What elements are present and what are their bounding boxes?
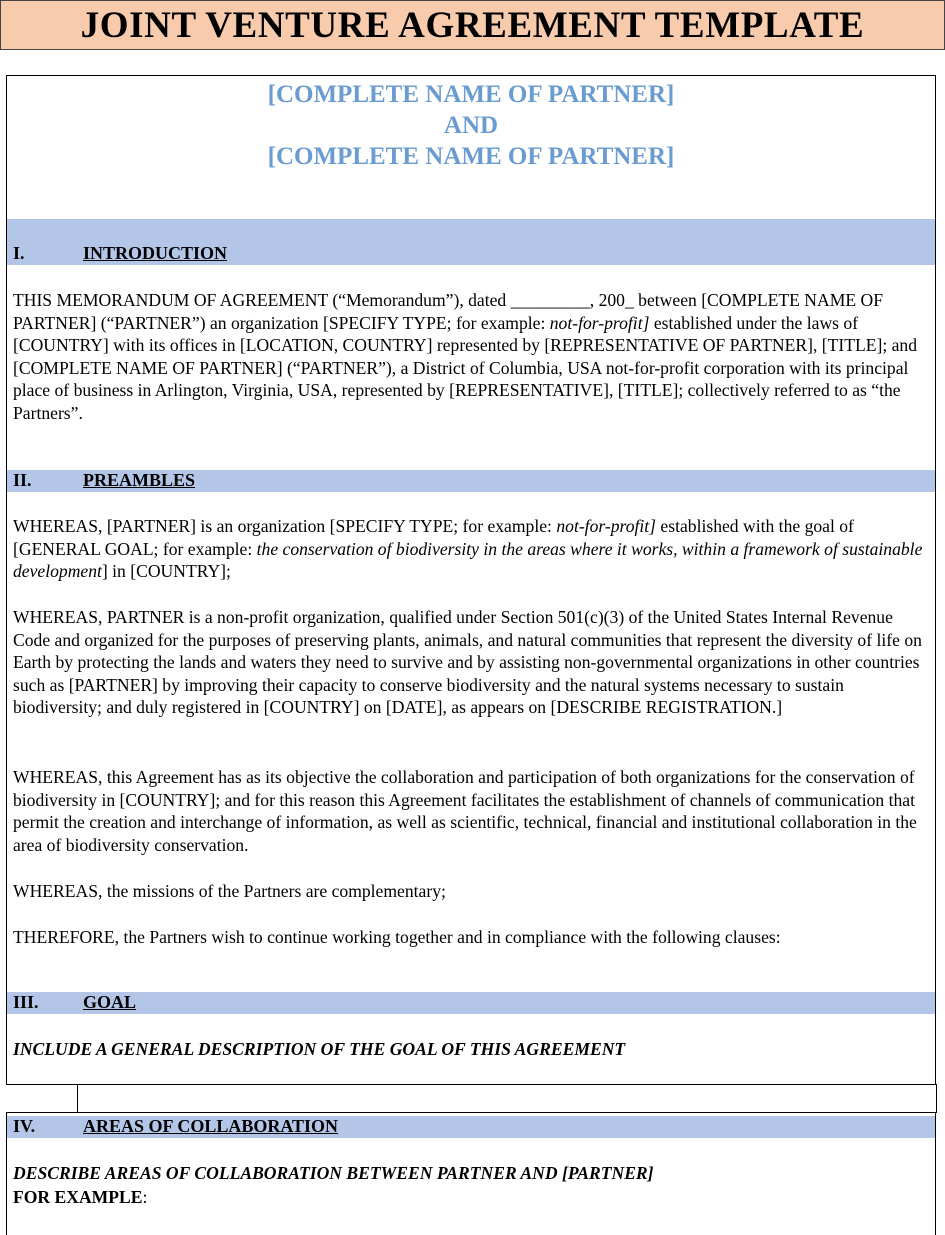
section-header-preambles <box>7 470 935 492</box>
preamble-paragraph-4: WHEREAS, the missions of the Partners are complementary; <box>13 881 446 901</box>
table-gap-cell <box>77 1084 937 1113</box>
preamble-paragraph-5: THEREFORE, the Partners wish to continue working together and in compliance with the following clauses: <box>13 927 781 947</box>
goal-description: INCLUDE A GENERAL DESCRIPTION OF THE GOAL OF THIS AGREEMENT <box>13 1039 626 1059</box>
section-number: IV. <box>13 1116 36 1136</box>
introduction-paragraph: THIS MEMORANDUM OF AGREEMENT (“Memorandum”), dated _________, 200_ between [COMPLETE NAME OF PARTNER] (“PARTNER”) an organization [SPECIFY TYPE; for example: not-for-profit] established under the laws of [COUNTRY] with its offices in [LOCATION, COUNTRY] represented by [REPRESENTATIVE OF PARTNER], [TITLE]; and [COMPLETE NAME OF PARTNER] (“PARTNER”), a District of Columbia, USA not-for-profit corporation with its principal place of business in Arlington, Virginia, USA, represented by [REPRESENTATIVE], [TITLE]; collectively referred to as “the Partners”. <box>13 290 918 423</box>
document-banner-title: JOINT VENTURE AGREEMENT TEMPLATE <box>0 0 945 50</box>
and-heading: AND <box>443 112 499 139</box>
section-title: INTRODUCTION <box>83 243 228 263</box>
section-header-areas-of-collaboration <box>7 1116 935 1138</box>
section-number: I. <box>13 243 25 263</box>
partner-name-heading-1: [COMPLETE NAME OF PARTNER] <box>267 81 675 108</box>
areas-example-label: FOR EXAMPLE: <box>13 1187 148 1207</box>
areas-description: DESCRIBE AREAS OF COLLABORATION BETWEEN PARTNER AND [PARTNER] <box>13 1163 654 1183</box>
document-table-areas <box>6 1112 936 1235</box>
section-number: III. <box>13 992 39 1012</box>
section-title: GOAL <box>83 992 137 1012</box>
preamble-paragraph-3: WHEREAS, this Agreement has as its objective the collaboration and participation of both organizations for the conservation of biodiversity in [COUNTRY]; and for this reason this Agreement facilitates the establishment of channels of communication that permit the creation and interchange of information, as well as scientific, technical, financial and institutional collaboration in the area of biodiversity conservation. <box>13 767 917 855</box>
preamble-paragraph-2: WHEREAS, PARTNER is a non-profit organization, qualified under Section 501(c)(3) of the United States Internal Revenue Code and organized for the purposes of preserving plants, animals, and natural communities that represent the diversity of life on Earth by protecting the lands and waters they need to survive and by assisting non-governmental organizations in other countries such as [PARTNER] by improving their capacity to conserve biodiversity and the natural systems necessary to sustain biodiversity; and duly registered in [COUNTRY] on [DATE], as appears on [DESCRIBE REGISTRATION.] <box>13 607 922 718</box>
partner-name-heading-2: [COMPLETE NAME OF PARTNER] <box>267 143 675 170</box>
section-number: II. <box>13 470 32 490</box>
document-table-main <box>6 75 936 1085</box>
section-header-introduction <box>7 219 935 265</box>
section-title: AREAS OF COLLABORATION <box>83 1116 339 1136</box>
section-header-goal <box>7 992 935 1014</box>
section-title: PREAMBLES <box>83 470 196 490</box>
preamble-paragraph-1: WHEREAS, [PARTNER] is an organization [SPECIFY TYPE; for example: not-for-profit] established with the goal of [GENERAL GOAL; for example: the conservation of biodiversity in the areas where it works, within a framework of sustainable development] in [COUNTRY]; <box>13 516 923 582</box>
